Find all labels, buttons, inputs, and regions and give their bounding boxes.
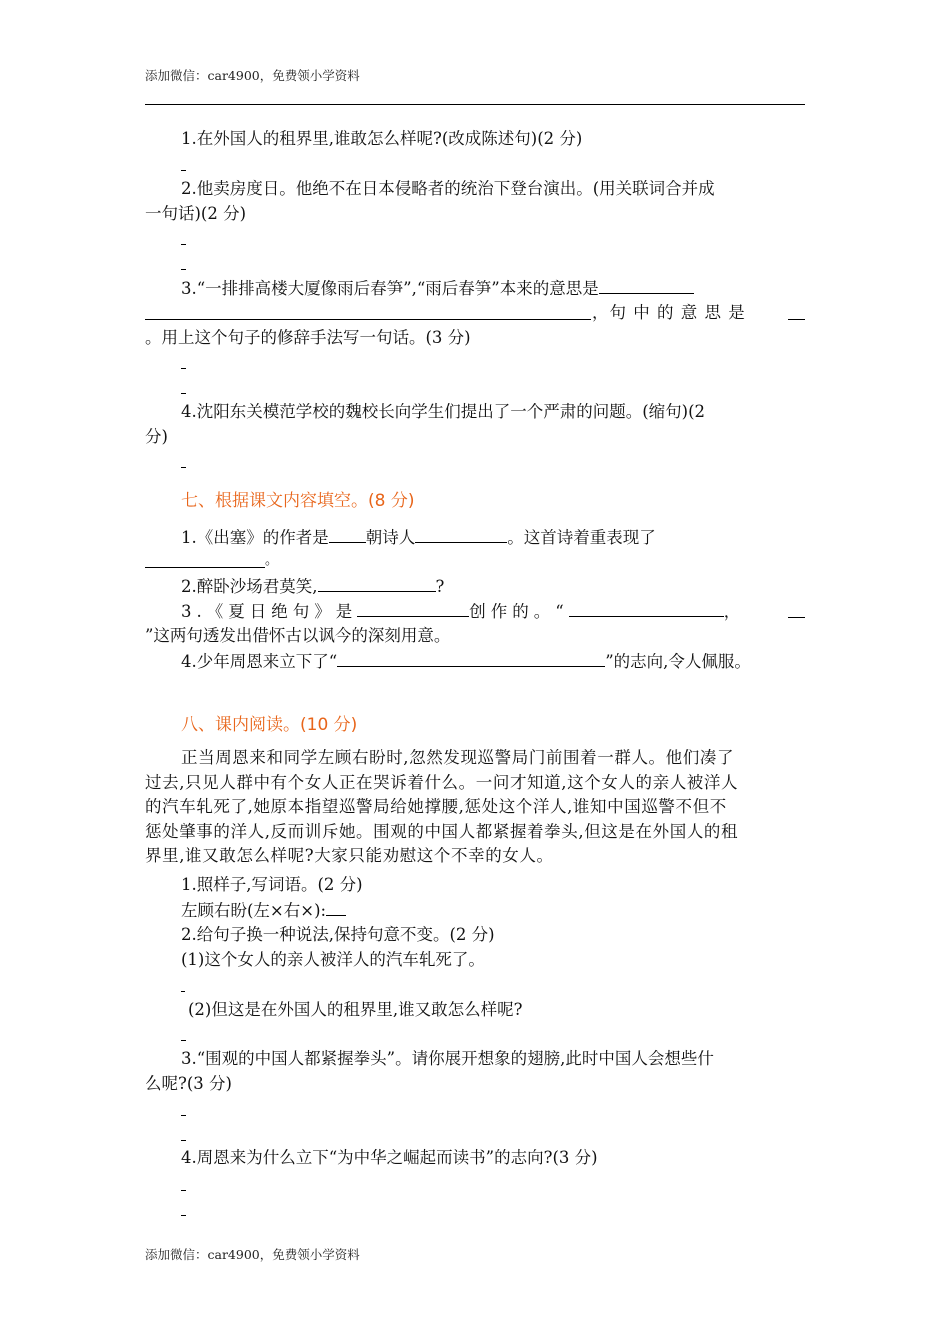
- fill-blank: [318, 574, 436, 592]
- answer-dash: [181, 1140, 186, 1141]
- p7-q1-text-b: 朝诗人: [365, 528, 416, 547]
- p8-question-1-example: [181, 898, 346, 923]
- p8-question-4: 4.周恩来为什么立下“为中华之崛起而读书”的志向?(3 分): [181, 1148, 598, 1167]
- answer-dash: [181, 1215, 186, 1216]
- p8-question-3-line2: 么呢?(3 分): [145, 1074, 232, 1093]
- answer-dash: [181, 1190, 186, 1191]
- p8-question-1: 1.照样子,写词语。(2 分): [181, 875, 363, 894]
- answer-dash: [181, 1115, 186, 1116]
- fill-blank: [337, 649, 605, 667]
- p8-q1-example-text: 左顾右盼(左×右×):: [181, 901, 327, 920]
- p7-q1-text-c: 。这首诗着重表现了: [507, 528, 656, 547]
- p7-q3-text-a: 3.《夏日绝句》是: [181, 602, 358, 621]
- answer-dash: [181, 368, 186, 369]
- fill-blank: [569, 599, 724, 617]
- passage-line: 正当周恩来和同学左顾右盼时,忽然发现巡警局门前围着一群人。他们凑了: [181, 748, 735, 767]
- passage-line: 的汽车轧死了,她原本指望巡警局给她撑腰,惩处这个洋人,谁知中国巡警不但不: [145, 797, 727, 816]
- p6-question-3-line1: [181, 276, 694, 301]
- answer-dash: [181, 991, 185, 992]
- fill-blank: [599, 276, 694, 294]
- p6-question-4-line1: 4.沈阳东关模范学校的魏校长向学生们提出了一个严肃的问题。(缩句)(2: [181, 402, 706, 421]
- passage-line: 界里,谁又敢怎么样呢?大家只能劝慰这个不幸的女人。: [145, 846, 554, 865]
- p6-question-2-line1: 2.他卖房度日。他绝不在日本侵略者的统治下登台演出。(用关联词合并成: [181, 179, 715, 198]
- p6-question-3-line2: ，句 中 的 意 思 是: [592, 303, 746, 322]
- p6-q3-text: 3.“一排排高楼大厦像雨后春笋”,“雨后春笋”本来的意思是: [181, 279, 599, 298]
- answer-dash: [181, 269, 186, 270]
- p8-question-2-2: (2)但这是在外国人的租界里,谁又敢怎么样呢?: [188, 1000, 523, 1019]
- answer-dash: [181, 170, 186, 171]
- p7-question-1: [181, 525, 656, 550]
- fill-blank-line: [145, 567, 265, 568]
- p7-q3-text-b: 创作的。“: [469, 602, 569, 621]
- page-header: 添加微信：car4900，免费领小学资料: [145, 68, 360, 83]
- p7-question-4: [181, 649, 751, 674]
- fill-blank-line: [788, 319, 805, 320]
- section-7-title: 七、根据课文内容填空。(8 分): [181, 491, 415, 511]
- answer-dash: [181, 244, 186, 245]
- p7-q1-end: 。: [265, 553, 279, 568]
- p8-question-2: 2.给句子换一种说法,保持句意不变。(2 分): [181, 925, 495, 944]
- fill-blank-line: [788, 617, 805, 618]
- p7-q4-text-b: ”的志向,令人佩服。: [605, 652, 751, 671]
- p7-question-2: [181, 574, 444, 599]
- p7-q1-text-a: 1.《出塞》的作者是: [181, 528, 329, 547]
- p8-question-2-1: (1)这个女人的亲人被洋人的汽车轧死了。: [181, 950, 485, 969]
- p7-q2-text-a: 2.醉卧沙场君莫笑,: [181, 577, 318, 596]
- p6-question-3-line3: 。用上这个句子的修辞手法写一句话。(3 分): [145, 328, 471, 347]
- passage-line: 过去,只见人群中有个女人正在哭诉着什么。一问才知道,这个女人的亲人被洋人: [145, 772, 739, 792]
- fill-blank: [357, 599, 469, 617]
- page-footer: 添加微信：car4900，免费领小学资料: [145, 1247, 360, 1262]
- answer-dash: [181, 393, 186, 394]
- header-rule: [145, 104, 805, 105]
- answer-dash: [181, 467, 186, 468]
- fill-blank: [329, 525, 366, 543]
- passage-line: 惩处肇事的洋人,反而训斥她。围观的中国人都紧握着拳头,但这是在外国人的租: [145, 821, 739, 841]
- p6-question-1: 1.在外国人的租界里,谁敢怎么样呢?(改成陈述句)(2 分): [181, 129, 583, 148]
- p7-question-3-line2: ”这两句透发出借怀古以讽今的深刻用意。: [145, 626, 451, 645]
- fill-blank: [326, 898, 346, 916]
- p7-q2-text-b: ?: [435, 577, 445, 596]
- answer-dash: [181, 1040, 186, 1041]
- p8-question-3-line1: 3.“围观的中国人都紧握拳头”。请你展开想象的翅膀,此时中国人会想些什: [181, 1049, 714, 1068]
- section-8-title: 八、课内阅读。(10 分): [181, 715, 358, 735]
- fill-blank: [415, 525, 507, 543]
- p7-q3-text-c: ，: [723, 602, 746, 621]
- p6-question-4-line2: 分): [145, 427, 168, 446]
- p7-q4-text-a: 4.少年周恩来立下了“: [181, 652, 338, 671]
- p6-question-2-line2: 一句话)(2 分): [145, 204, 247, 223]
- fill-blank-line: [145, 319, 591, 320]
- p7-question-3: [181, 599, 745, 624]
